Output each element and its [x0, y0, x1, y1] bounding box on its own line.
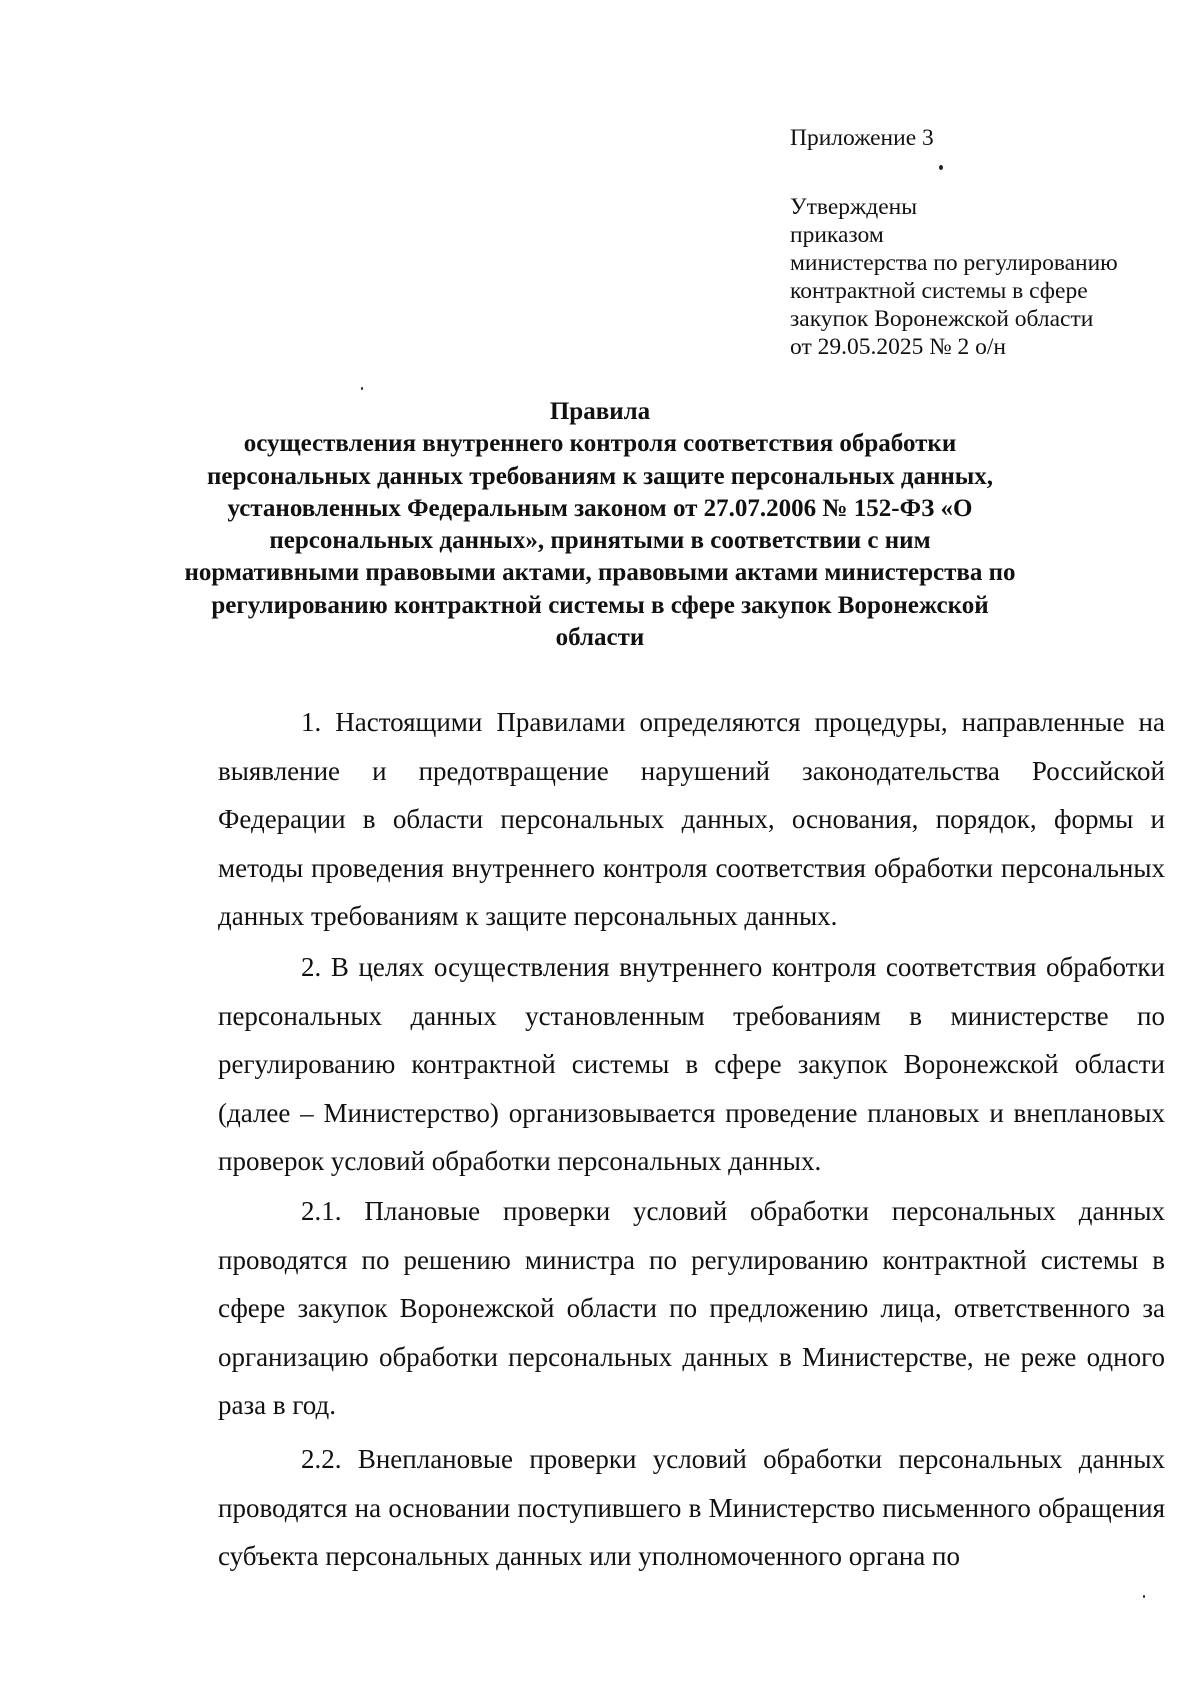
scan-speck [361, 387, 363, 390]
title-line: установленных Федеральным законом от 27.07.2006 № 152-ФЗ «О [227, 494, 973, 522]
approval-line: приказом [790, 222, 884, 248]
approval-line: от 29.05.2025 № 2 о/н [790, 334, 1006, 360]
title-line: персональных данных требованиям к защите персональных данных, [206, 462, 994, 490]
approval-line: контрактной системы в сфере [790, 278, 1088, 304]
title-line: осуществления внутреннего контроля соответствия обработки [243, 430, 957, 458]
paragraph-1: 1. Настоящими Правилами определяются процедуры, направленные на выявление и предотвращение нарушений законодательства Российской Федерации в области персональных данных, основания, порядок, формы и методы проведения внутреннего контроля соответствия обработки персональных данных требованиям к защите персональных данных. [218, 707, 1165, 932]
annex-number: Приложение 3 [790, 125, 934, 151]
document-title [150, 396, 1050, 654]
approval-line: Утверждены [790, 194, 918, 220]
title-line: Правила [549, 398, 651, 425]
title-line: области [555, 624, 645, 652]
title-line: регулированию контрактной системы в сфере закупок Воронежской [211, 591, 989, 619]
approval-block [790, 124, 1160, 361]
scan-speck [1143, 1595, 1145, 1598]
paragraph-2-1: 2.1. Плановые проверки условий обработки персональных данных проводятся по решению министра по регулированию контрактной системы в сфере закупок Воронежской области по предложению лица, ответственного за организацию обработки персональных данных в Министерстве, не реже одного раза в год. [218, 1195, 1165, 1421]
approval-line: закупок Воронежской области [790, 306, 1094, 332]
approval-line: министерства по регулированию [790, 250, 1118, 276]
document-body [218, 698, 1165, 1581]
paragraph-2: 2. В целях осуществления внутреннего контроля соответствия обработки персональных данных установленным требованиям в министерстве по регулированию контрактной системы в сфере закупок Воронежской области (далее – Министерство) организовывается проведение плановых и внеплановых проверок условий обработки персональных данных. [218, 951, 1165, 1177]
scan-speck [939, 165, 943, 170]
title-line: персональных данных», принятыми в соответствии с ним [269, 527, 931, 555]
paragraph-2-2: 2.2. Внеплановые проверки условий обработки персональных данных проводятся на основании поступившего в Министерство письменного обращения субъекта персональных данных или уполномоченного органа по [218, 1443, 1165, 1572]
title-line: нормативными правовыми актами, правовыми актами министерства по [184, 559, 1016, 587]
